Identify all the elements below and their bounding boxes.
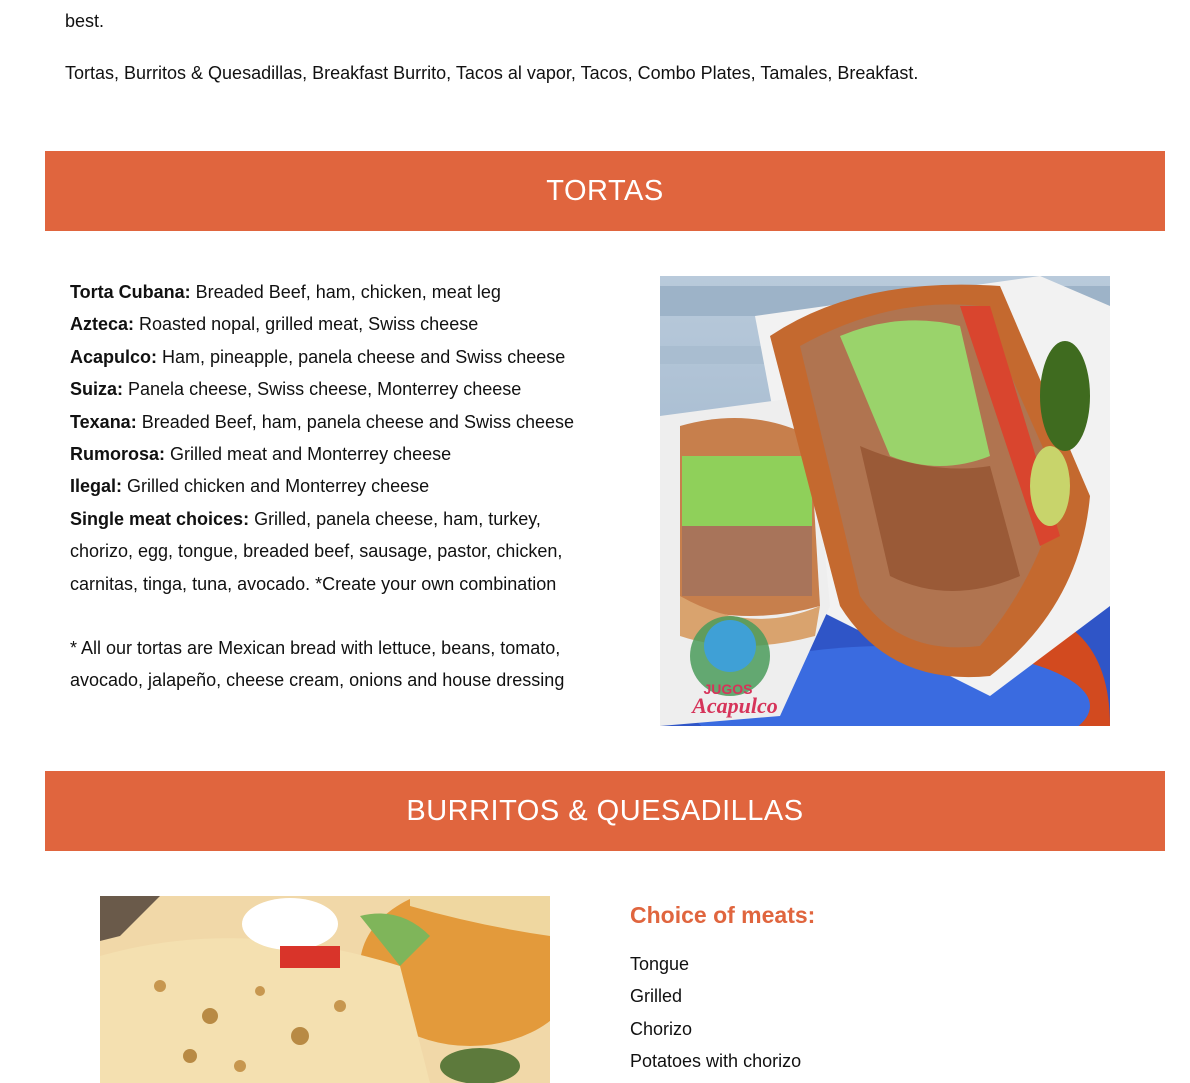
tortas-menu-list	[70, 276, 590, 600]
torta-item-desc: Breaded Beef, ham, panela cheese and Swiss cheese	[136, 411, 574, 432]
meats-list	[630, 948, 801, 1078]
logo-acapulco-text: Acapulco	[692, 693, 778, 718]
quesadilla-photo	[100, 896, 550, 1083]
burritos-heading: BURRITOS & QUESADILLAS	[406, 794, 804, 827]
torta-item-name: Single meat choices:	[70, 508, 250, 529]
torta-item-desc: Grilled, panela cheese, ham, turkey, chorizo, egg, tongue, breaded beef, sausage, pastor, chicken, carnitas, tinga, tuna, avocado. *Create your own combination	[70, 508, 563, 594]
torta-item	[70, 276, 590, 308]
torta-photo	[660, 276, 1110, 726]
meat-option: Grilled	[630, 986, 683, 1007]
torta-item	[70, 373, 590, 405]
torta-item-name: Acapulco:	[70, 346, 158, 367]
menu-categories-text: Tortas, Burritos & Quesadillas, Breakfast Burrito, Tacos al vapor, Tacos, Combo Plates, Tamales, Breakfast.	[65, 63, 919, 83]
quesadilla-photo-illustration	[100, 896, 550, 1083]
torta-item-name: Texana:	[70, 411, 137, 432]
torta-item-name: Azteca:	[70, 314, 135, 335]
torta-item	[70, 308, 590, 340]
torta-item	[70, 406, 590, 438]
torta-item	[70, 438, 590, 470]
torta-item-desc: Grilled meat and Monterrey cheese	[165, 444, 452, 465]
torta-item-name: Torta Cubana:	[70, 282, 191, 302]
torta-item-name: Ilegal:	[70, 476, 123, 497]
torta-photo-illustration	[660, 276, 1110, 726]
tortas-section-header	[45, 151, 1165, 231]
tortas-heading: TORTAS	[546, 174, 664, 207]
meat-option: Potatoes with chorizo	[630, 1051, 802, 1072]
torta-item-desc: Grilled chicken and Monterrey cheese	[122, 476, 430, 497]
torta-item-desc: Roasted nopal, grilled meat, Swiss cheese	[134, 314, 479, 335]
torta-item-name: Rumorosa:	[70, 444, 166, 465]
torta-item-desc: Ham, pineapple, panela cheese and Swiss cheese	[157, 346, 566, 367]
meats-heading: Choice of meats:	[630, 902, 816, 928]
torta-item-desc: Breaded Beef, ham, chicken, meat leg	[190, 282, 501, 302]
meat-option: Tongue	[630, 954, 690, 974]
torta-item	[70, 341, 590, 373]
torta-item	[70, 503, 590, 600]
logo-jugos-text: JUGOS	[703, 681, 753, 697]
torta-item-name: Suiza:	[70, 379, 124, 400]
intro-tail-text: best.	[65, 11, 105, 31]
burritos-section-header	[45, 771, 1165, 851]
torta-item-desc: Panela cheese, Swiss cheese, Monterrey cheese	[123, 379, 522, 400]
meat-option: Chorizo	[630, 1018, 693, 1039]
torta-item	[70, 470, 590, 502]
tortas-footnote: * All our tortas are Mexican bread with lettuce, beans, tomato, avocado, jalapeño, cheese cream, onions and house dressing	[70, 638, 565, 691]
